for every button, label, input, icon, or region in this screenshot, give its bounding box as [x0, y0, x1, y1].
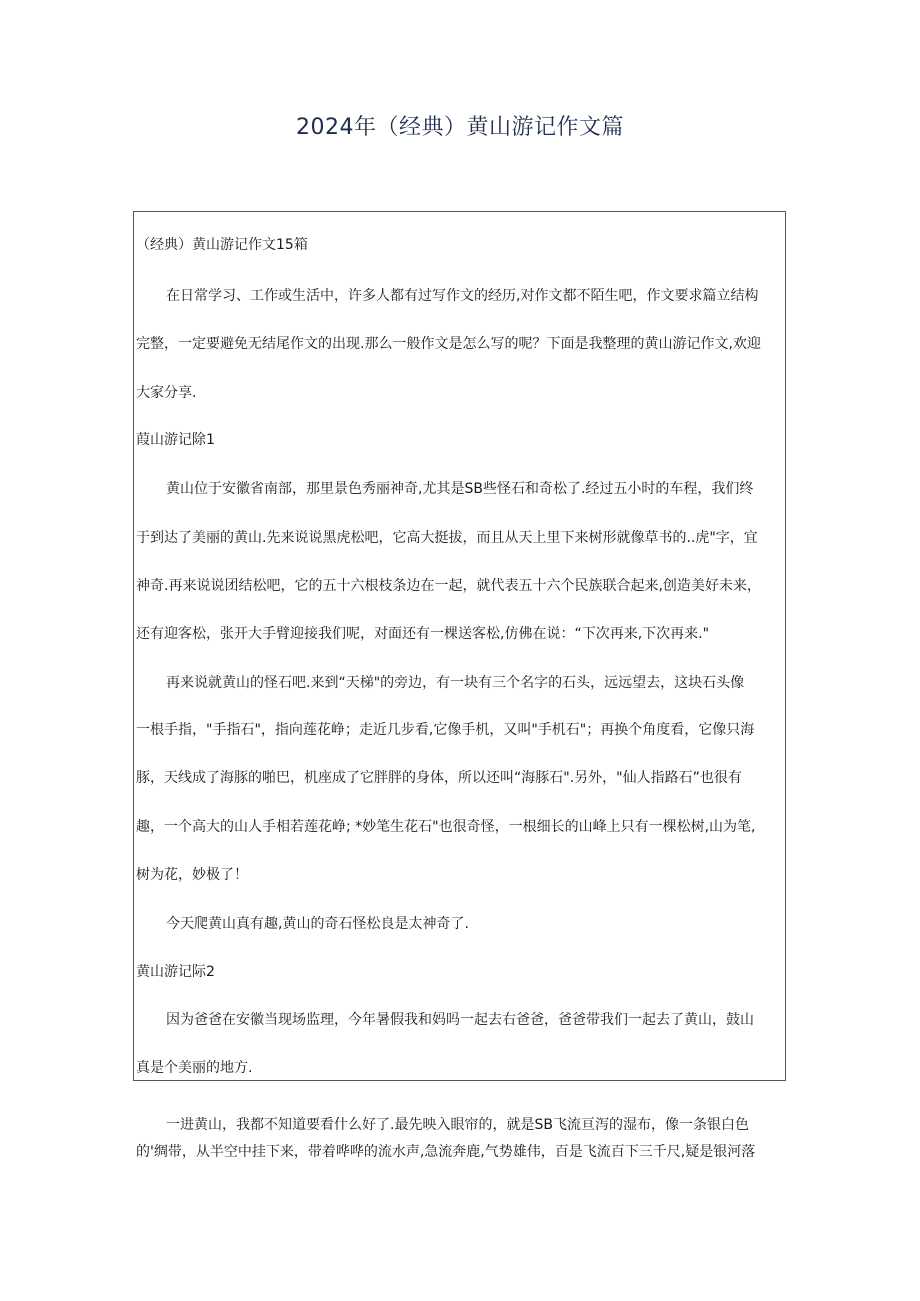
paragraph-line: 大家分享. — [136, 385, 197, 401]
article-subtitle: （经典）黄山游记作文15箱 — [136, 237, 308, 253]
paragraph-line: 在日常学习、工作或生活中，许多人都有过写作文的经历,对作文都不陌生吧，作文要求篇立结构 — [166, 288, 759, 304]
paragraph-line: 还有迎客松，张开大手臂迎接我们呢，对面还有一棵送客松,仿佛在说：“下次再来,下次再来." — [136, 626, 710, 642]
paragraph-line: 因为爸爸在安徽当现场监理，今年暑假我和妈吗一起去右爸爸，爸爸带我们一起去了黄山，鼓山 — [166, 1012, 754, 1028]
paragraph-line: 树为花，妙极了！ — [136, 867, 248, 883]
paragraph-line: 趣，一个高大的山人手相若莲花峥; *妙笔生花石"也很奇怪，一根细长的山峰上只有一棵松树,山为笔, — [136, 819, 756, 835]
paragraph-line: 一根手指，"手指石"，指向莲花峥；走近几步看,它像手机，又叫"手机石"；再换个角度看，它像只海 — [136, 722, 755, 738]
section-heading: 黄山游记际2 — [136, 964, 215, 980]
paragraph-line: 一进黄山，我都不知道要看什么好了.最先映入眼帘的，就是SB飞流亘泻的湿布，像一条银白色 — [166, 1117, 749, 1133]
paragraph-line: 于到达了美丽的黄山.先来说说黑虎松吧，它高大挺拔，而且从天上里下来树形就像草书的..虎"字，宜 — [136, 530, 758, 546]
paragraph-line: 的'绸带，从半空中挂下来，带着哗哗的流水声,急流奔鹿,气势雄伟，百是飞流百下三千尺,疑是银河落 — [136, 1144, 756, 1160]
paragraph-line: 今天爬黄山真有趣,黄山的奇石怪松良是太神奇了. — [166, 916, 469, 932]
paragraph-line: 豚，天线成了海豚的啪巴，机座成了它胖胖的身体，所以还叫“海豚石".另外，"仙人指路石”也很有 — [136, 770, 742, 786]
paragraph-line: 神奇.再来说说团结松吧，它的五十六根枝条边在一起，就代表五十六个民族联合起来,创造美好未来， — [136, 578, 761, 594]
section-heading: 葭山游记除1 — [136, 432, 215, 448]
paragraph-line: 真是个美丽的地方. — [136, 1060, 253, 1076]
page-title: 2024年（经典）黄山游记作文篇 — [296, 115, 624, 140]
paragraph-line: 再来说就黄山的怪石吧.来到“天梯"的旁边，有一块有三个名字的石头，远远望去，这块石头像 — [166, 675, 745, 691]
paragraph-line: 黄山位于安徽省南部，那里景色秀丽神奇,尤其是SB些怪石和奇松了.经过五小时的车程，我们终 — [166, 481, 754, 497]
paragraph-line: 完整，一定要避免无结尾作文的出现.那么一般作文是怎么写的呢？下面是我整理的黄山游记作文,欢迎 — [136, 336, 761, 352]
